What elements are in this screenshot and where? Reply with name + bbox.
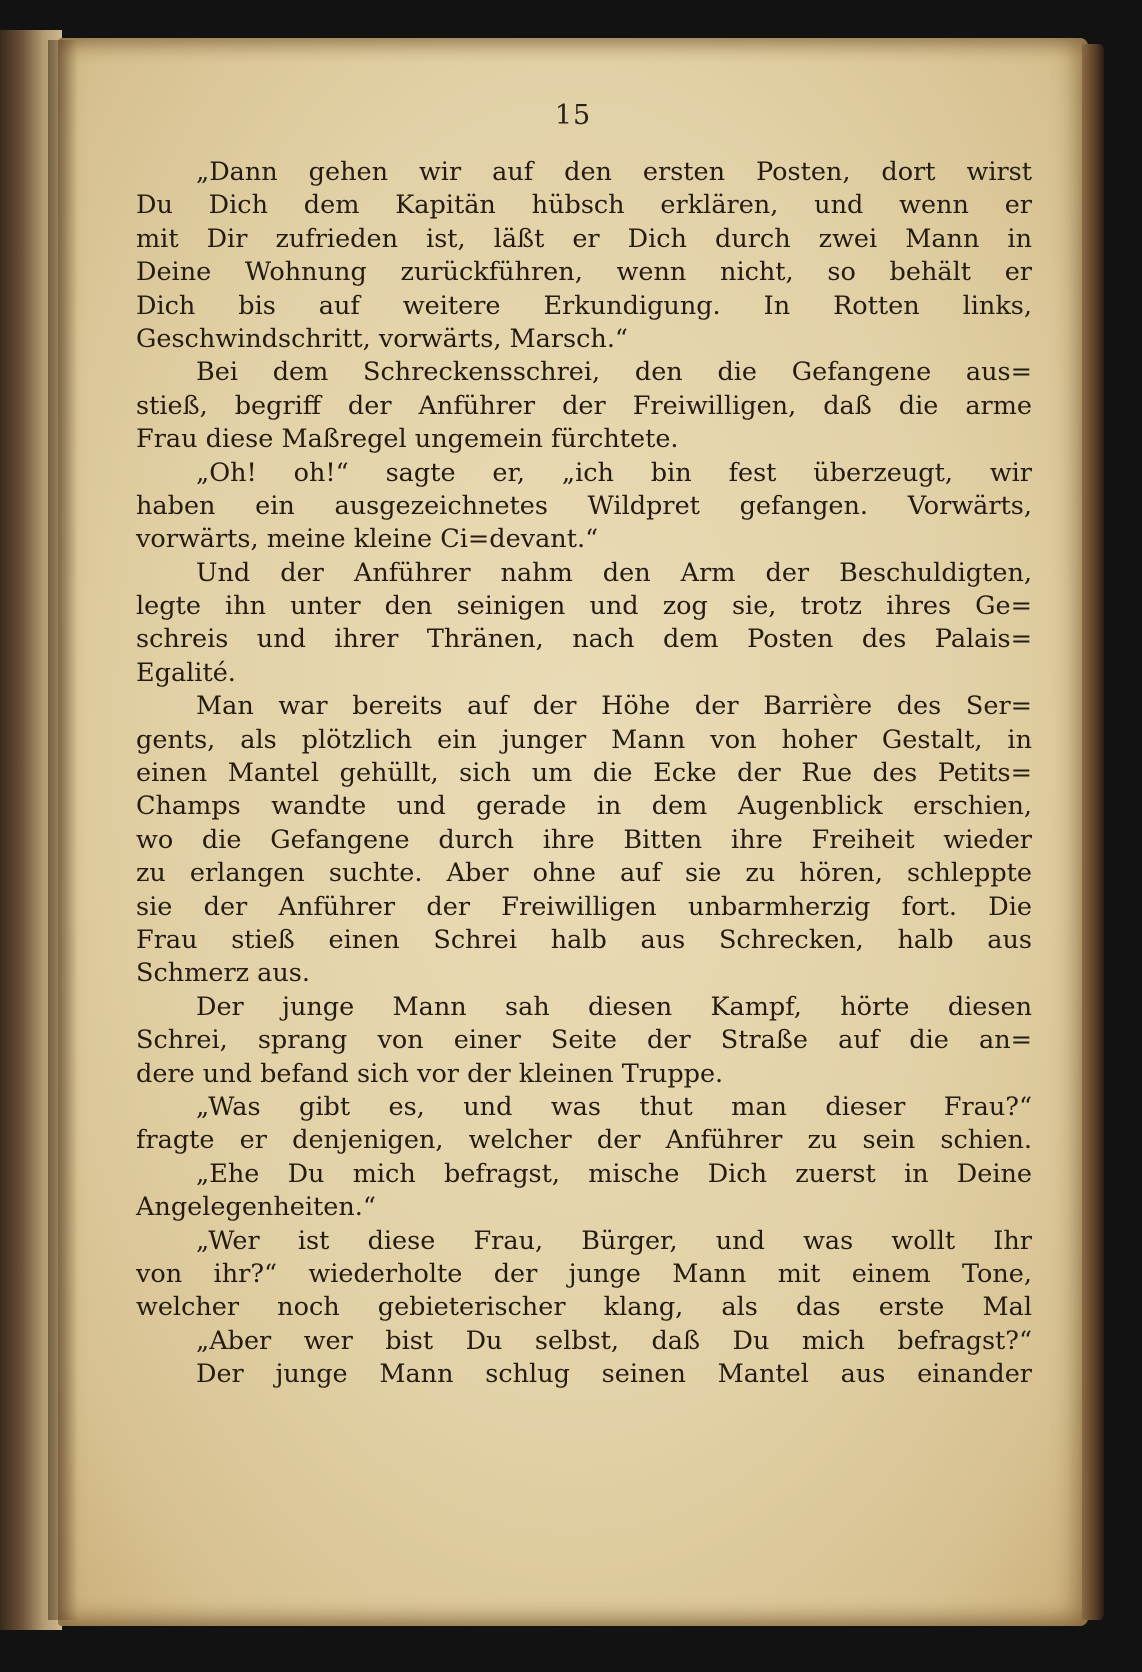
text-line: wo die Gefangene durch ihre Bitten ihre Freiheit wieder	[136, 824, 1032, 855]
text-line: fragte er denjenigen, welcher der Anführer zu sein schien.	[136, 1125, 1032, 1156]
text-line: stieß, begriff der Anführer der Freiwilligen, daß die arme	[136, 390, 1032, 421]
text-line: Schrei, sprang von einer Seite der Straße auf die an=	[136, 1025, 1032, 1056]
text-line: „Was gibt es, und was thut man dieser Frau?“	[196, 1091, 1032, 1122]
text-line: Champs wandte und gerade in dem Augenblick erschien,	[136, 791, 1032, 822]
text-line: vorwärts, meine kleine Ci=devant.“	[136, 524, 599, 555]
text-line: „Dann gehen wir auf den ersten Posten, dort wirst	[196, 157, 1032, 187]
spine-shadow	[48, 40, 78, 1620]
text-line: mit Dir zufrieden ist, läßt er Dich durch zwei Mann in	[136, 223, 1032, 254]
text-line: gents, als plötzlich ein junger Mann von hoher Gestalt, in	[136, 724, 1032, 755]
text-line: Und der Anführer nahm den Arm der Beschuldigten,	[196, 557, 1032, 588]
text-line: Frau stieß einen Schrei halb aus Schrecken, halb aus	[136, 924, 1032, 955]
text-line: Angelegenheiten.“	[136, 1192, 376, 1223]
text-line: „Ehe Du mich befragst, mische Dich zuerst in Deine	[196, 1158, 1032, 1189]
text-line: Der junge Mann schlug seinen Mantel aus einander	[196, 1359, 1032, 1390]
text-line: Egalité.	[136, 657, 236, 688]
text-line: Bei dem Schreckensschrei, den die Gefangene aus=	[196, 357, 1032, 388]
text-line: Man war bereits auf der Höhe der Barrière des Ser=	[196, 691, 1032, 722]
text-line: sie der Anführer der Freiwilligen unbarmherzig fort. Die	[136, 891, 1032, 922]
text-line: Du Dich dem Kapitän hübsch erklären, und wenn er	[136, 190, 1032, 221]
text-line: dere und befand sich vor der kleinen Truppe.	[136, 1058, 724, 1089]
text-line: legte ihn unter den seinigen und zog sie, trotz ihres Ge=	[136, 591, 1032, 622]
text-line: haben ein ausgezeichnetes Wildpret gefangen. Vorwärts,	[136, 490, 1032, 521]
text-line: Schmerz aus.	[136, 958, 310, 989]
right-book-edge	[1082, 44, 1104, 1620]
text-line: Der junge Mann sah diesen Kampf, hörte diesen	[196, 991, 1032, 1022]
text-line: schreis und ihrer Thränen, nach dem Posten des Palais=	[136, 624, 1032, 655]
text-line: Geschwindschritt, vorwärts, Marsch.“	[136, 323, 628, 354]
text-line: einen Mantel gehüllt, sich um die Ecke der Rue des Petits=	[136, 758, 1032, 789]
text-line: Frau diese Maßregel ungemein fürchtete.	[136, 424, 679, 455]
text-line: von ihr?“ wiederholte der junge Mann mit einem Tone,	[136, 1258, 1032, 1289]
page-number: 15	[554, 100, 592, 131]
text-line: zu erlangen suchte. Aber ohne auf sie zu hören, schleppte	[136, 858, 1032, 889]
text-line: Deine Wohnung zurückführen, wenn nicht, so behält er	[136, 257, 1032, 288]
text-line: „Oh! oh!“ sagte er, „ich bin fest überzeugt, wir	[196, 457, 1032, 488]
text-line: Dich bis auf weitere Erkundigung. In Rotten links,	[136, 290, 1032, 321]
book-page	[58, 38, 1088, 1626]
text-line: welcher noch gebieterischer klang, als das erste Mal	[136, 1292, 1032, 1323]
text-line: „Aber wer bist Du selbst, daß Du mich befragst?“	[196, 1325, 1032, 1356]
page-body-text	[136, 156, 1032, 1391]
text-line: „Wer ist diese Frau, Bürger, und was wollt Ihr	[196, 1225, 1032, 1256]
